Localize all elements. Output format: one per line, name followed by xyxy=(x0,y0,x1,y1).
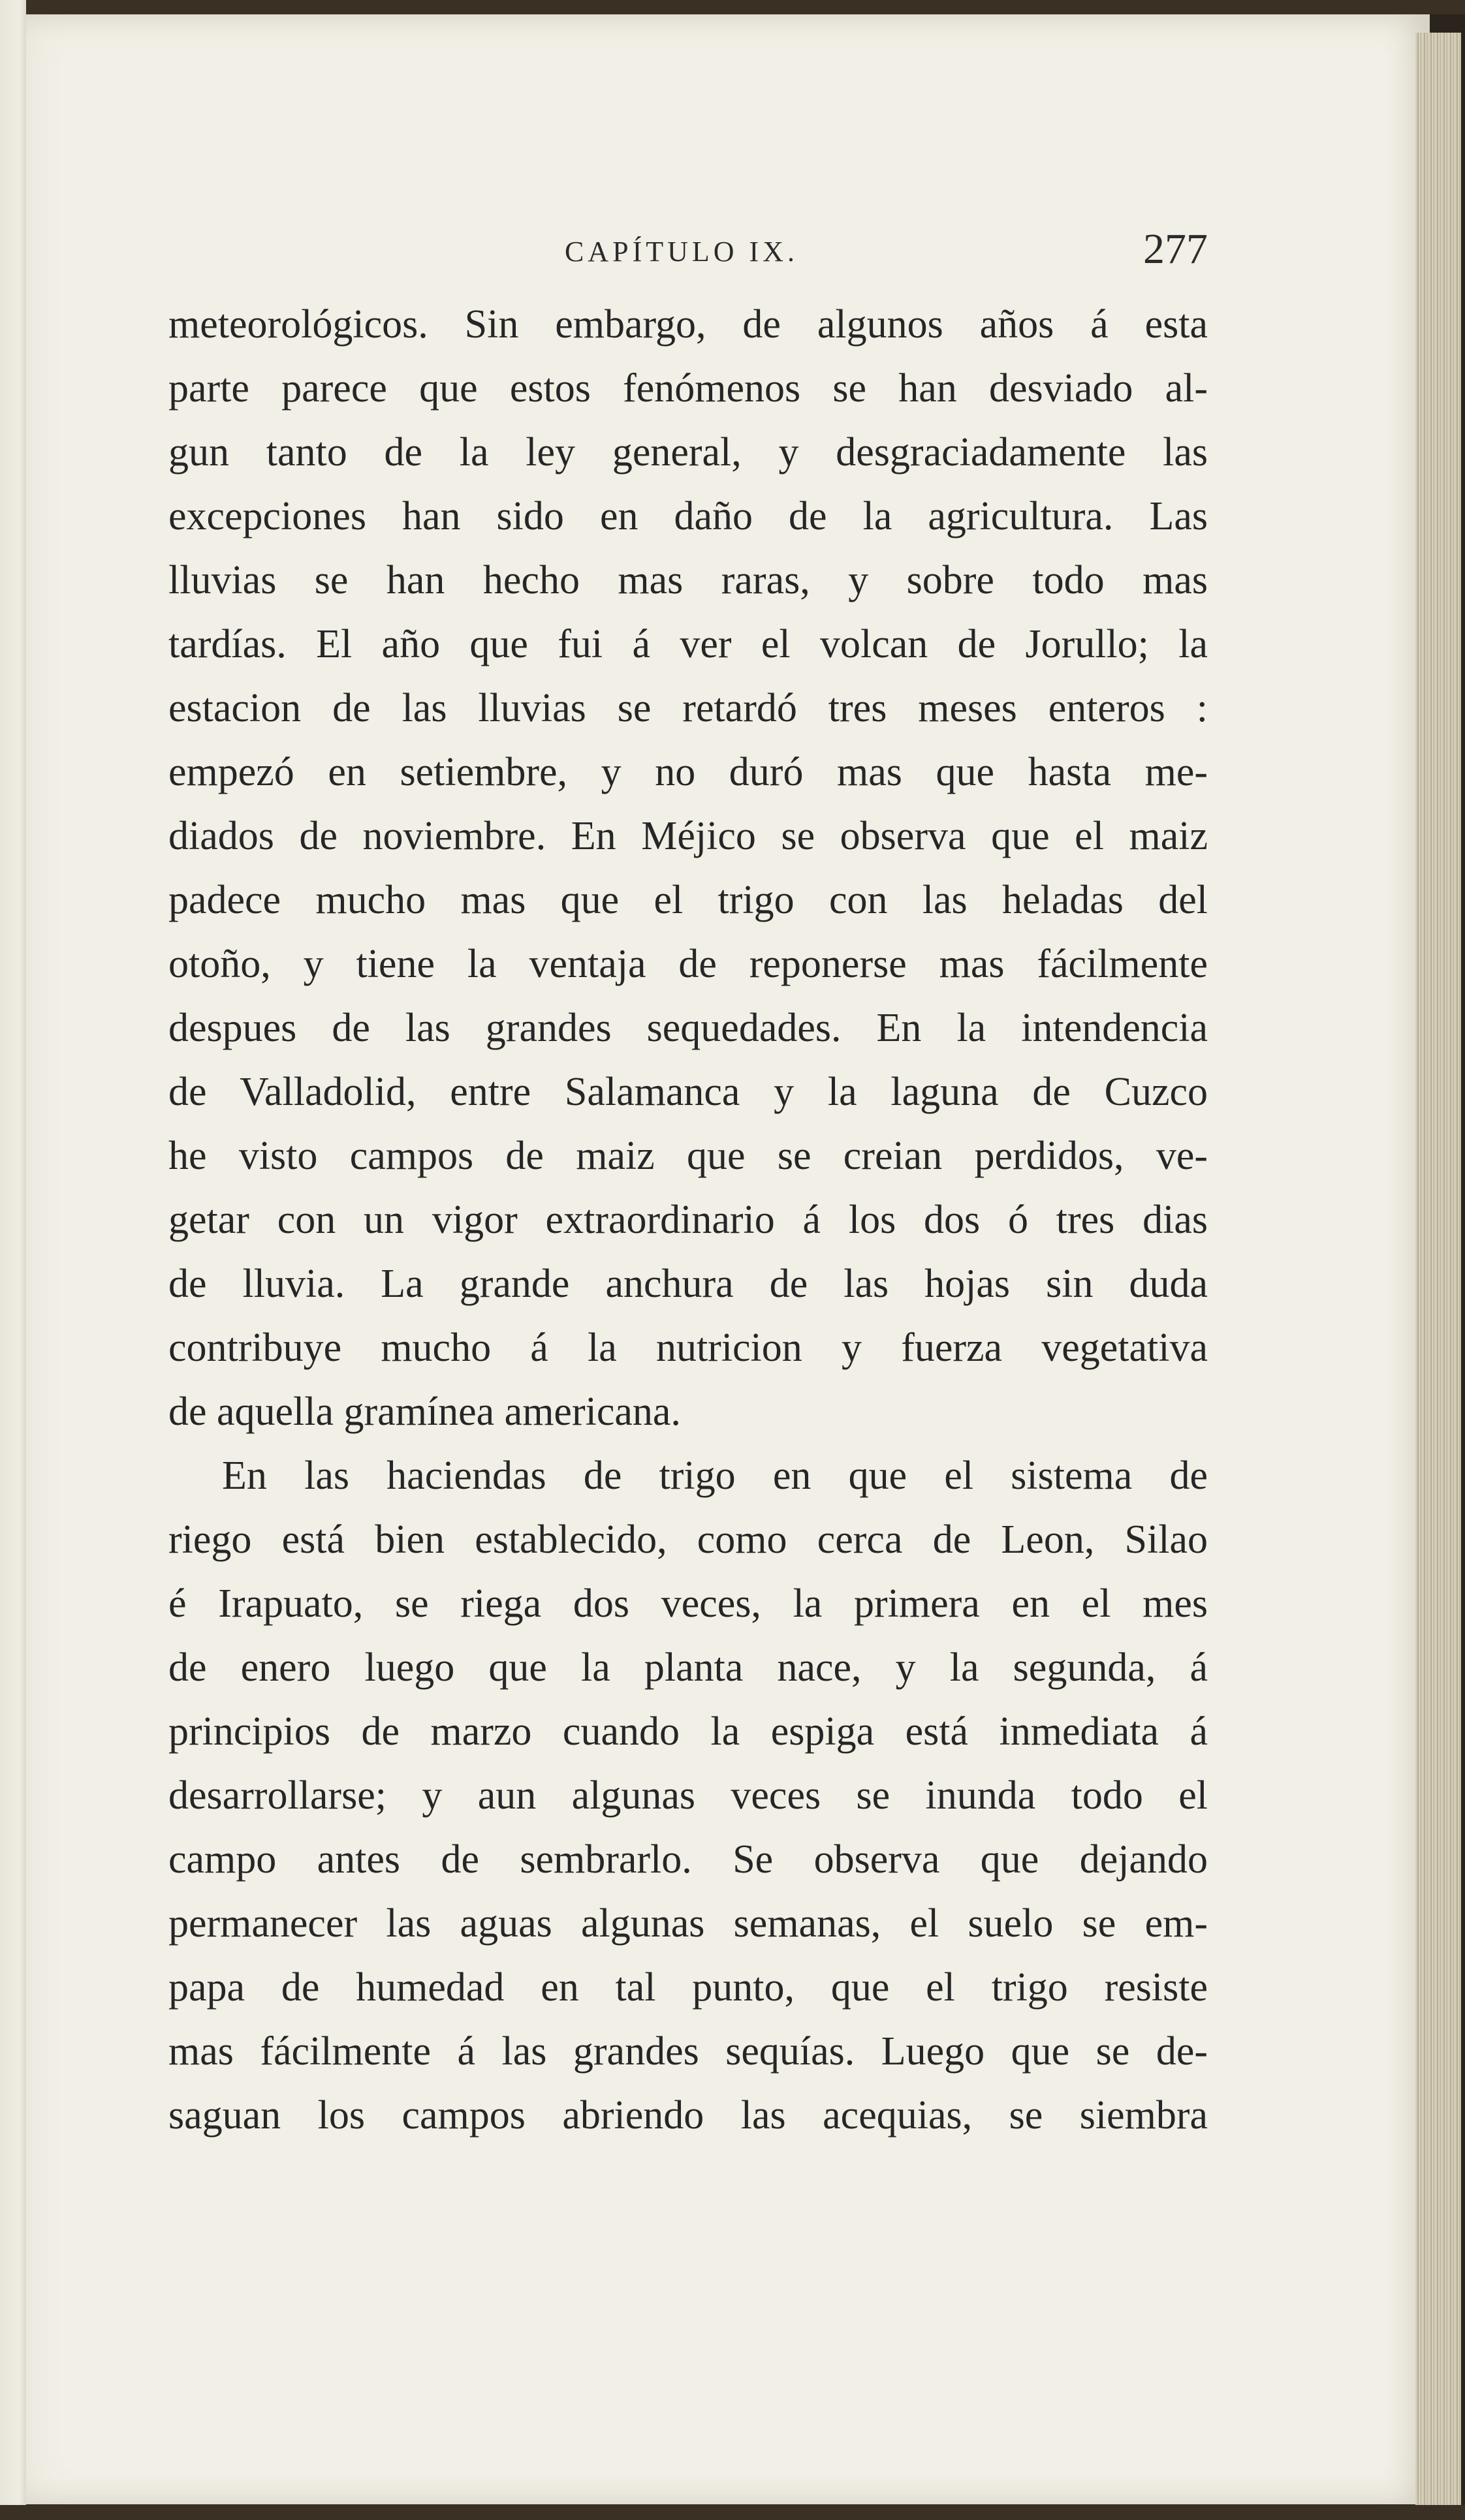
text-line: diados de noviembre. En Méjico se observa que el maiz xyxy=(168,814,1208,858)
text-line: meteorológicos. Sin embargo, de algunos años á esta xyxy=(168,302,1208,347)
paragraph xyxy=(168,292,1208,1444)
text-line: de enero luego que la planta nace, y la segunda, á xyxy=(168,1645,1208,1690)
page-fore-edge xyxy=(1415,33,1461,2506)
scan-bottom-border xyxy=(0,2505,1465,2520)
chapter-heading: CAPÍTULO IX. xyxy=(565,236,798,268)
body-text xyxy=(168,292,1208,2147)
paragraph xyxy=(168,1444,1208,2147)
page-number: 277 xyxy=(1143,225,1208,273)
text-line: En las haciendas de trigo en que el sistema de xyxy=(222,1454,1208,1498)
text-line: tardías. El año que fui á ver el volcan de Jorullo; la xyxy=(168,622,1208,666)
text-line: papa de humedad en tal punto, que el trigo resiste xyxy=(168,1965,1208,2010)
text-line: lluvias se han hecho mas raras, y sobre todo mas xyxy=(168,558,1208,602)
text-line: permanecer las aguas algunas semanas, el suelo se em- xyxy=(168,1901,1208,1946)
running-header xyxy=(170,225,1208,300)
text-line: parte parece que estos fenómenos se han desviado al- xyxy=(168,366,1208,411)
text-line: principios de marzo cuando la espiga está inmediata á xyxy=(168,1709,1208,1754)
text-line: campo antes de sembrarlo. Se observa que dejando xyxy=(168,1837,1208,1882)
text-line: he visto campos de maiz que se creian perdidos, ve- xyxy=(168,1134,1208,1178)
text-line: otoño, y tiene la ventaja de reponerse mas fácilmente xyxy=(168,942,1208,986)
text-line: gun tanto de la ley general, y desgraciadamente las xyxy=(168,430,1208,474)
text-line: getar con un vigor extraordinario á los dos ó tres dias xyxy=(168,1198,1208,1242)
page-gutter xyxy=(0,0,26,2520)
text-line: saguan los campos abriendo las acequias, se siembra xyxy=(168,2093,1208,2138)
text-line: de lluvia. La grande anchura de las hojas sin duda xyxy=(168,1262,1208,1306)
text-line: contribuye mucho á la nutricion y fuerza vegetativa xyxy=(168,1326,1208,1370)
text-line: empezó en setiembre, y no duró mas que hasta me- xyxy=(168,750,1208,794)
text-line: de Valladolid, entre Salamanca y la laguna de Cuzco xyxy=(168,1070,1208,1114)
text-line: de aquella gramínea americana. xyxy=(168,1390,681,1434)
text-line: despues de las grandes sequedades. En la intendencia xyxy=(168,1006,1208,1050)
text-line: mas fácilmente á las grandes sequías. Luego que se de- xyxy=(168,2029,1208,2074)
text-line: desarrollarse; y aun algunas veces se inunda todo el xyxy=(168,1773,1208,1818)
text-line: estacion de las lluvias se retardó tres meses enteros : xyxy=(168,686,1208,730)
text-line: padece mucho mas que el trigo con las heladas del xyxy=(168,878,1208,922)
text-line: riego está bien establecido, como cerca de Leon, Silao xyxy=(168,1517,1208,1562)
text-line: excepciones han sido en daño de la agricultura. Las xyxy=(168,494,1208,538)
scan-top-border xyxy=(0,0,1465,14)
text-line: é Irapuato, se riega dos veces, la primera en el mes xyxy=(168,1581,1208,1626)
